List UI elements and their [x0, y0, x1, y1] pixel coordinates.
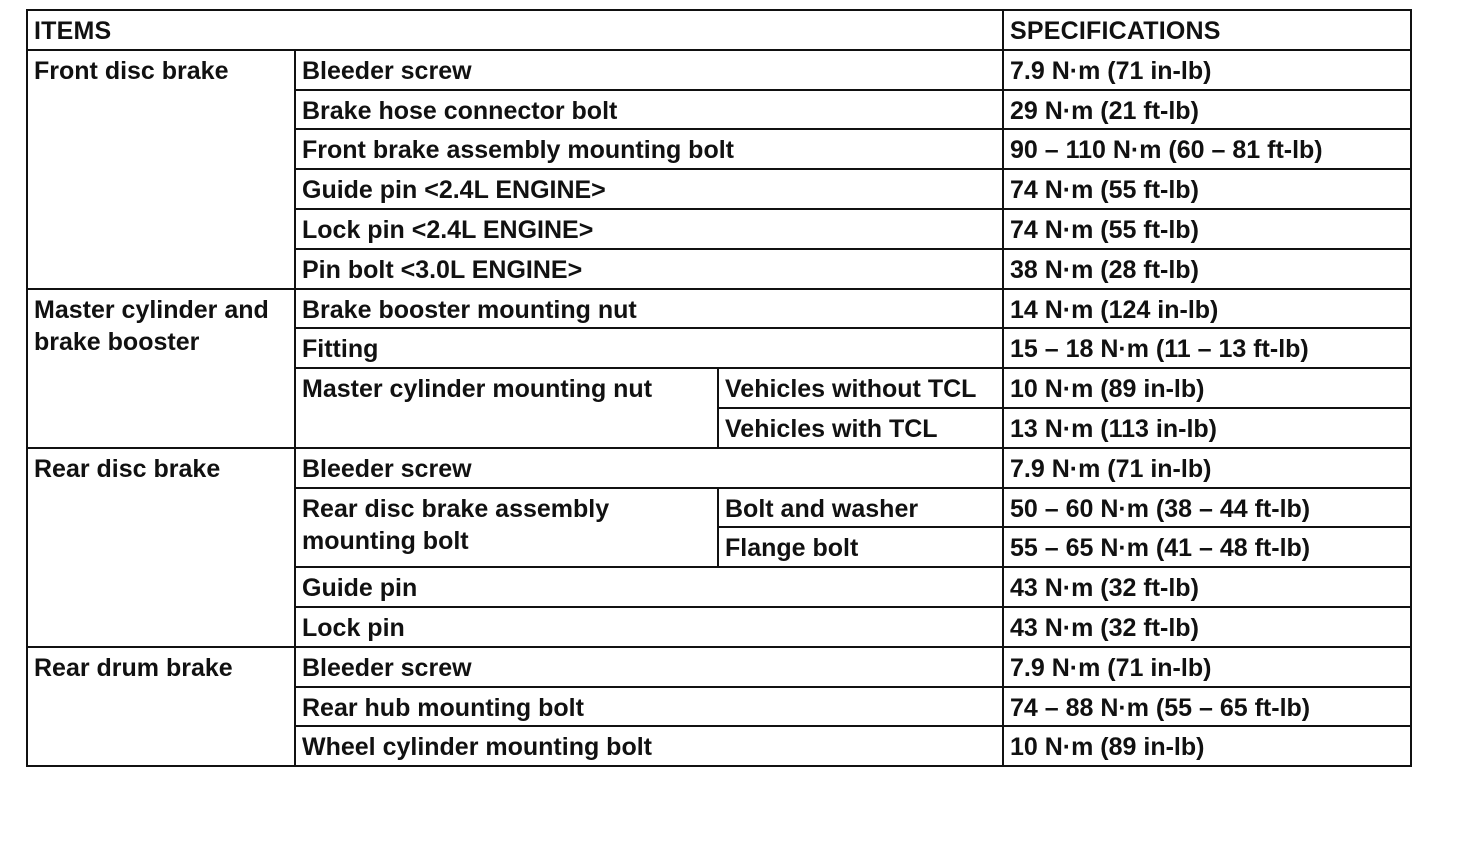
group-label: Rear drum brake: [27, 647, 295, 766]
spec-cell: 14 N·m (124 in-lb): [1003, 289, 1411, 329]
condition-cell: Flange bolt: [718, 527, 1003, 567]
group-label: Front disc brake: [27, 50, 295, 289]
group-label: Master cylinder and brake booster: [27, 289, 295, 448]
spec-cell: 74 – 88 N·m (55 – 65 ft-lb): [1003, 687, 1411, 727]
condition-cell: Bolt and washer: [718, 488, 1003, 528]
items-header: ITEMS: [27, 10, 1003, 50]
spec-cell: 15 – 18 N·m (11 – 13 ft-lb): [1003, 328, 1411, 368]
item-cell: Rear hub mounting bolt: [295, 687, 1003, 727]
item-cell: Front brake assembly mounting bolt: [295, 129, 1003, 169]
spec-cell: 43 N·m (32 ft-lb): [1003, 567, 1411, 607]
item-cell: Bleeder screw: [295, 647, 1003, 687]
item-cell: Bleeder screw: [295, 448, 1003, 488]
item-cell: Brake hose connector bolt: [295, 90, 1003, 130]
item-cell: Master cylinder mounting nut: [295, 368, 718, 448]
item-cell: Bleeder screw: [295, 50, 1003, 90]
spec-cell: 43 N·m (32 ft-lb): [1003, 607, 1411, 647]
spec-cell: 74 N·m (55 ft-lb): [1003, 209, 1411, 249]
item-cell: Guide pin: [295, 567, 1003, 607]
table-row: [27, 647, 1411, 687]
spec-cell: 55 – 65 N·m (41 – 48 ft-lb): [1003, 527, 1411, 567]
item-cell: Fitting: [295, 328, 1003, 368]
table-row: [27, 448, 1411, 488]
specifications-header: SPECIFICATIONS: [1003, 10, 1411, 50]
spec-cell: 38 N·m (28 ft-lb): [1003, 249, 1411, 289]
spec-cell: 29 N·m (21 ft-lb): [1003, 90, 1411, 130]
item-cell: Guide pin <2.4L ENGINE>: [295, 169, 1003, 209]
condition-cell: Vehicles without TCL: [718, 368, 1003, 408]
table-header-row: [27, 10, 1411, 50]
item-cell: Lock pin <2.4L ENGINE>: [295, 209, 1003, 249]
table-row: [27, 50, 1411, 90]
spec-cell: 90 – 110 N·m (60 – 81 ft-lb): [1003, 129, 1411, 169]
spec-cell: 7.9 N·m (71 in-lb): [1003, 448, 1411, 488]
table-row: [27, 289, 1411, 329]
item-cell: Lock pin: [295, 607, 1003, 647]
item-cell: Pin bolt <3.0L ENGINE>: [295, 249, 1003, 289]
spec-cell: 7.9 N·m (71 in-lb): [1003, 647, 1411, 687]
spec-cell: 74 N·m (55 ft-lb): [1003, 169, 1411, 209]
condition-cell: Vehicles with TCL: [718, 408, 1003, 448]
item-cell: Rear disc brake assembly mounting bolt: [295, 488, 718, 568]
spec-cell: 50 – 60 N·m (38 – 44 ft-lb): [1003, 488, 1411, 528]
spec-cell: 13 N·m (113 in-lb): [1003, 408, 1411, 448]
spec-cell: 10 N·m (89 in-lb): [1003, 368, 1411, 408]
torque-spec-table: [26, 9, 1412, 767]
spec-cell: 10 N·m (89 in-lb): [1003, 726, 1411, 766]
item-cell: Wheel cylinder mounting bolt: [295, 726, 1003, 766]
spec-cell: 7.9 N·m (71 in-lb): [1003, 50, 1411, 90]
group-label: Rear disc brake: [27, 448, 295, 647]
item-cell: Brake booster mounting nut: [295, 289, 1003, 329]
